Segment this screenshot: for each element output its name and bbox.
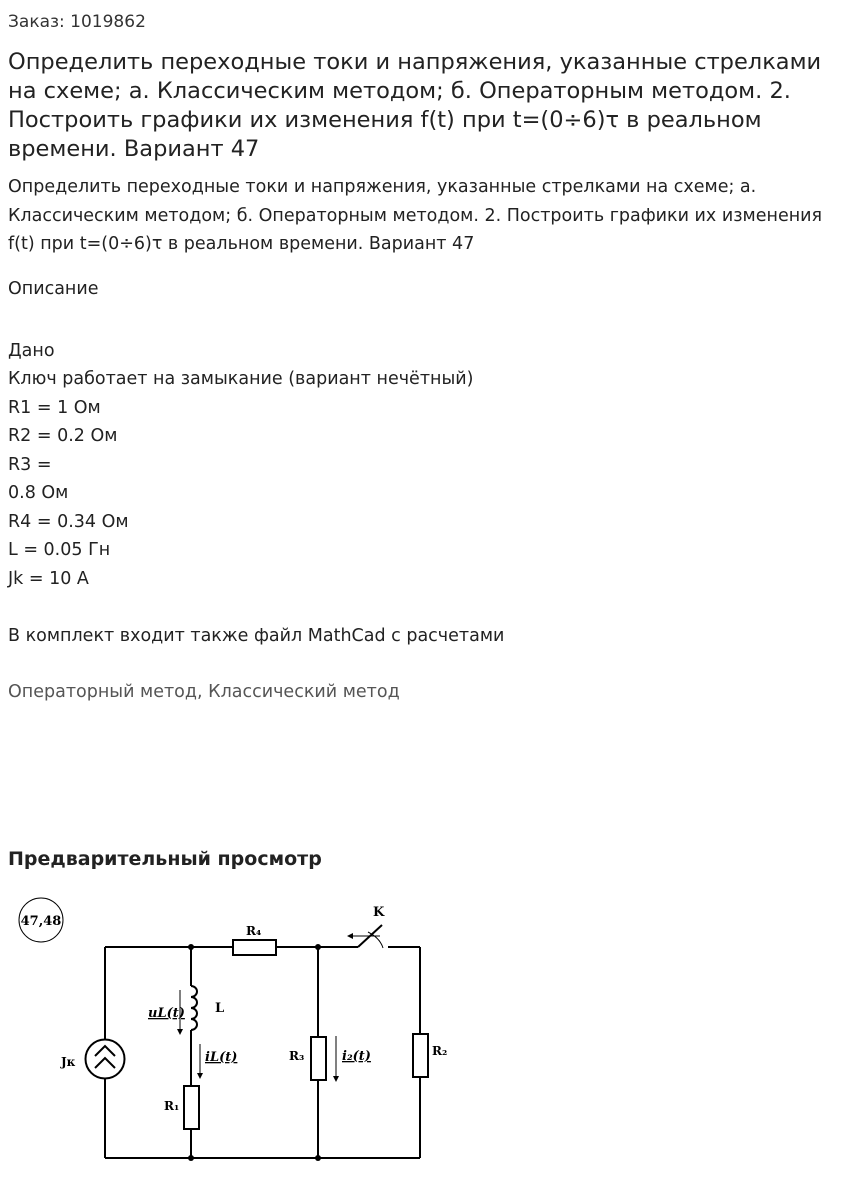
switch-label: K [373,905,385,920]
circuit-schematic [0,888,470,1178]
page-title: Определить переходные токи и напряжения, указанные стрелками на схеме; а. Классическим методом; б. Операторным методом. 2. Построить графики их изменения f(t) при t=(0÷6)τ в реальном времени. Вариант 47 [8,49,822,162]
source-label: Jк [61,1055,76,1069]
variant-badge [19,898,63,942]
tag-classic-method[interactable]: Классический метод [208,682,400,702]
desc-line-r1: R1 = 1 Ом [8,397,101,418]
resistor-r3 [311,1037,326,1080]
desc-line-r4: R4 = 0.34 Ом [8,511,129,532]
desc-line-r2: R2 = 0.2 Ом [8,426,118,446]
r2-label: R₂ [432,1044,448,1058]
preview-heading: Предварительный просмотр [8,848,322,870]
page-subtitle: Определить переходные токи и напряжения, указанные стрелками на схеме; а. Классическим методом; б. Операторным методом. 2. Построить графики их изменения f(t) при t=(0÷6)τ в реальном времени. Вариант 47 [8,177,823,254]
desc-line-r3-value: 0.8 Ом [8,483,69,503]
description-body [8,337,839,651]
il-label: iL(t) [205,1050,238,1065]
tag-separator: , [197,682,209,702]
resistor-r1 [184,1086,199,1129]
current-source-jk [86,1040,125,1079]
desc-line-switch: Ключ работает на замыкание (вариант нечётный) [8,369,474,389]
desc-line-blank [8,593,839,622]
resistor-r2 [413,1034,428,1077]
description-heading: Описание [8,278,99,299]
desc-line-r3: R3 = [8,454,52,475]
r4-label: R₄ [246,924,262,938]
resistor-r4 [233,940,276,955]
desc-line-jk: Jk = 10 А [8,568,89,589]
ul-label: uL(t) [148,1006,185,1021]
i2-label: i₂(t) [342,1049,371,1064]
desc-line-mathcad: В комплект входит также файл MathCad с расчетами [8,625,505,646]
order-number: Заказ: 1019862 [8,12,146,32]
svg-text:47,48: 47,48 [20,914,62,929]
switch-k [348,905,385,948]
desc-line-l: L = 0.05 Гн [8,540,111,560]
tag-list [8,678,839,706]
inductor-l [191,986,197,1030]
tag-operator-method[interactable]: Операторный метод [8,682,197,702]
r1-label: R₁ [164,1099,180,1113]
desc-line-given: Дано [8,340,55,361]
inductor-label: L [215,1001,225,1016]
circuit-wires [105,947,420,1158]
r3-label: R₃ [289,1049,305,1063]
